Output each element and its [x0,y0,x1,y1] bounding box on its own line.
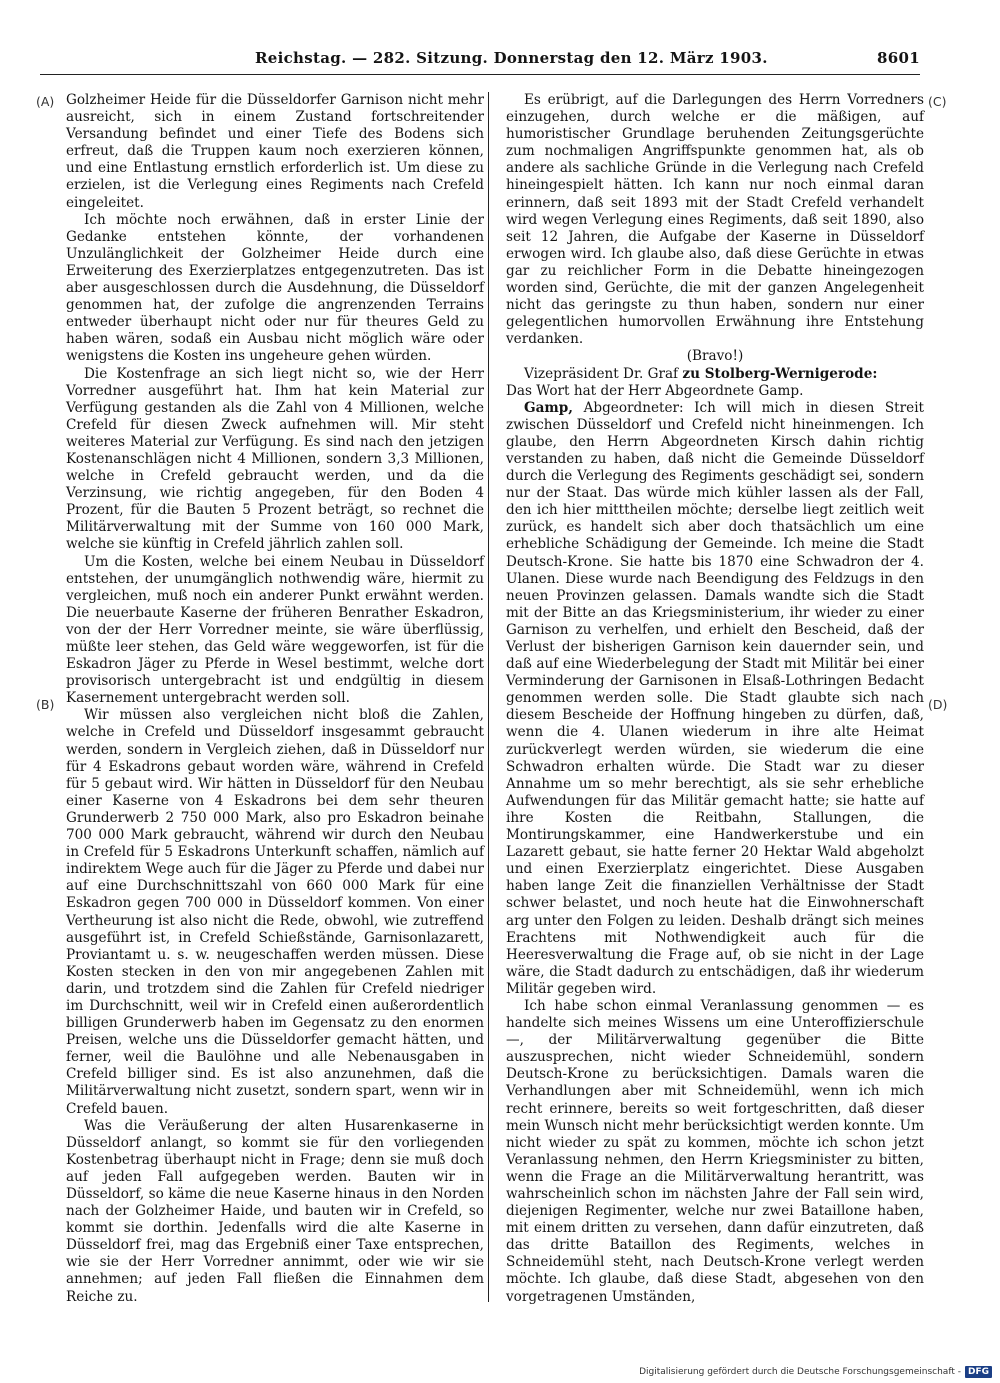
left-column [66,92,484,1306]
speaker-name: Gamp, [524,399,574,416]
paragraph: Wir müssen also vergleichen nicht bloß die Zahlen, welche in Crefeld und Düsseldorf insgesammt gebraucht werden, sondern in Vergleich ziehen, daß in Düsseldorf nur für 4 Eskadrons gebaut worden wäre, während in Crefeld für 5 gebaut wird. Wir hätten in Düsseldorf für den Neubau einer Kaserne von 4 Eskadrons bei dem sehr theuren Grunderwerb 2 750 000 Mark, also pro Eskadron beinahe 700 000 Mark gebraucht, während wir durch den Neubau in Crefeld für 5 Eskadrons Unterkunft schaffen, nämlich auf indirektem Wege auch für die Jäger zu Pferde und dabei nur auf eine Durchschnittszahl von 660 000 Mark für eine Eskadron gegen 700 000 in Düsseldorf kommen. Von einer Vertheurung ist also nicht die Rede, obwohl, wie zutreffend ausgeführt ist, in Crefeld Schießstände, Garnisonlazarett, Proviantamt u. s. w. neugeschaffen werden müssen. Diese Kosten stecken in den von mir angegebenen Zahlen mit darin, und trotzdem sind die Zahlen für Crefeld niedriger im Durchschnitt, weil wir in Crefeld einen außerordentlich billigen Grunderwerb haben im Gegensatz zu den enormen Preisen, welche uns die Düsseldorfer gemacht hätten, und ferner, weil die Baulöhne und alle Nebenausgaben in Crefeld billiger sind. Es ist also anzunehmen, daß die Militärverwaltung nicht zusetzt, sondern spart, wenn wir in Crefeld bauen. [66,707,484,1117]
applause-note: (Bravo!) [686,348,744,365]
page-header [40,45,920,71]
footer-credit: Digitalisierung gefördert durch die Deutsche Forschungsgemeinschaft - [639,1367,961,1377]
paragraph: Die Kostenfrage an sich liegt nicht so, wie der Herr Vorredner ausgeführt hat. Ihm hat kein Material zur Verfügung gestanden als die Zahl von 4 Millionen, welche Crefeld für diesen Zweck aufnehmen will. Mir steht weiteres Material zur Verfügung. Es sind nach den jetzigen Kostenanschlägen nicht 4 Millionen, sondern 3,3 Millionen, welche in Crefeld gebraucht werden, und da die Verzinsung, wie richtig angegeben, für den Boden 4 Prozent, für die Bauten 5 Prozent beträgt, so rechnet die Militärverwaltung mit der Summe von 160 000 Mark, welche sie künftig in Crefeld jährlich zahlen soll. [66,365,484,553]
page-number: 8601 [877,49,920,67]
speaker-name: zu Stolberg-Wernigerode: [682,365,878,382]
paragraph: Golzheimer Heide für die Düsseldorfer Garnison nicht mehr ausreicht, sich in einem Zustand fortschreitender Versandung befindet und einer Tiefe des Bodens sich erfreut, daß die Truppen kaum noch exerzieren können, und eine Entlastung ernstlich erforderlich ist. Um diese zu erzielen, ist die Verlegung eines Regiments nach Crefeld eingeleitet. [66,92,484,211]
paragraph: Das Wort hat der Herr Abgeordnete Gamp. [506,382,804,399]
dfg-logo: DFG [965,1366,992,1378]
running-title: Reichstag. — 282. Sitzung. Donnerstag den 12. März 1903. [255,49,768,67]
column-divider [488,92,489,1302]
margin-marker-d: (D) [928,697,948,712]
margin-marker-b: (B) [36,697,55,712]
paragraph: Ich habe schon einmal Veranlassung genommen — es handelte sich meines Wissens um eine Unteroffizierschule —, der Militärverwaltung gegenüber die Bitte auszusprechen, nicht wieder Schneidemühl, sondern Deutsch-Krone zu berücksichtigen. Damals waren die Verhandlungen aber mit Schneidemühl, wenn ich mich recht erinnere, bereits so weit fortgeschritten, daß dieser mein Wunsch nicht mehr berücksichtigt werden konnte. Um nicht wieder zu spät zu kommen, möchte ich schon jetzt Veranlassung nehmen, den Herrn Kriegsminister zu bitten, wenn die Frage an die Militärverwaltung herantritt, was wahrscheinlich schon im nächsten Jahre der Fall sein wird, diejenigen Regimenter, welche nur zwei Bataillone haben, mit einem dritten zu versehen, dann dafür einzutreten, daß das dritte Bataillon des Regiments, welches in Schneidemühl steht, nach Deutsch-Krone verlegt werden möchte. Ich glaube, daß diese Stadt, abgesehen von den vorgetragenen Umständen, [506,997,924,1305]
paragraph: Um die Kosten, welche bei einem Neubau in Düsseldorf entstehen, der unumgänglich nothwendig wäre, hiermit zu vergleichen, muß noch ein anderer Punkt erwähnt werden. Die neuerbaute Kaserne der früheren Benrather Eskadron, von der der Herr Vorredner meinte, sie wäre überflüssig, müßte leer stehen, das Geld wäre weggeworfen, ist für die Eskadron Jäger zu Pferde in Wesel bestimmt, welche dort provisorisch untergebracht ist und endgültig in diesem Kasernement untergebracht werden soll. [66,553,484,707]
right-column [506,92,924,1306]
paragraph: Was die Veräußerung der alten Husarenkaserne in Düsseldorf anlangt, so kommt sie für den vorliegenden Kostenbetrag überhaupt nicht in Frage; denn sie muß doch auf jeden Fall aufgegeben werden. Bauten wir in Düsseldorf, so käme die neue Kaserne hinaus in den Norden nach der Golzheimer Haide, und bauten wir in Crefeld, so kommt sie dorthin. Jedenfalls wird die alte Kaserne in Düsseldorf frei, mag das Ergebniß einer Taxe entsprechen, wie sie der Herr Vorredner annimmt, oder wie wir sie annehmen; auf jeden Fall fließen die Einnahmen dem Reiche zu. [66,1117,484,1305]
margin-marker-a: (A) [36,94,55,109]
header-rule [40,74,920,75]
speech-text: Abgeordneter: Ich will mich in diesen Streit zwischen Düsseldorf und Crefeld nicht hineinmengen. Ich glaube, den Herrn Abgeordneten Kirsch dahin richtig verstanden zu haben, daß nicht die Gemeinde Düsseldorf durch die Verlegung des Regiments geschädigt sei, sondern nur der Staat. Das würde mich kühler lassen als der Fall, den ich hier mitttheilen möchte; derselbe liegt zeitlich weit zurück, es handelt sich aber doch thatsächlich um eine erhebliche Schädigung der Gemeinde. Ich meine die Stadt Deutsch-Krone. Sie hatte bis 1870 eine Schwadron der 4. Ulanen. Diese wurde nach Beendigung des Feldzugs in den neuen Provinzen gelassen. Damals wandte sich die Stadt mit der Bitte an das Kriegsministerium, ihr wieder zu einer Garnison zu verhelfen, und erhielt den Bescheid, daß der Verlust der bisherigen Garnison kein dauernder sein, und daß auf eine Wiederbelegung der Stadt mit Militär bei einer Verminderung der Garnisonen in Elsaß-Lothringen Bedacht genommen werden solle. Die Stadt glaubte sich nach diesem Bescheide der Hoffnung hingeben zu dürfen, daß, wenn die 4. Ulanen wiederum in ihre alte Heimat zurückverlegt werden würden, sie wiederum die eine Schwadron erhalten würde. Die Stadt war zu dieser Annahme um so mehr berechtigt, als sie sehr erhebliche Aufwendungen für das Militär gemacht hatte; sie hatte auf ihre Kosten die Reitbahn, Stallungen, die Montirungskammer, eine Handwerkerstube und ein Lazarett gebaut, sie hatte ferner 20 Hektar Wald abgeholzt und einen Exerzierplatz eingerichtet. Diese Ausgaben haben lange Zeit die finanziellen Verhältnisse der Stadt schwer belastet, und noch heute hat die Einwohnerschaft arg unter den Folgen zu leiden. Deshalb drängt sich meines Erachtens mit Nothwendigkeit auch für die Heeresverwaltung die Frage auf, ob sie nicht in der Lage wäre, die Stadt dadurch zu entschädigen, daß ihr wiederum Militär gegeben wird. [506,399,924,997]
speaker-title: Vizepräsident Dr. Graf [524,365,683,382]
footer [639,1364,992,1380]
paragraph: Es erübrigt, auf die Darlegungen des Herrn Vorredners einzugehen, durch welche er die mäßigen, auf humoristischer Grundlage beruhenden Zeitungsgerüchte zum nochmaligen Angriffspunkte genommen hat, als ob andere als sachliche Gründe in die Verlegung nach Crefeld hineingespielt hätten. Ich kann nur noch einmal daran erinnern, daß seit 1893 mit der Stadt Crefeld verhandelt wird wegen Verlegung eines Regiments, daß seit 1890, also seit 12 Jahren, die Aufgabe der Kaserne in Düsseldorf erwogen wird. Ich glaube also, daß diese Gerüchte in etwas gar zu reichlicher Form in die Debatte hineingezogen worden sind, Gerüchte, die mit der ganzen Angelegenheit nicht das geringste zu thun haben, sondern nur einer gelegentlichen humorvollen Erwähnung ihre Entstehung verdanken. [506,92,924,348]
speaker-paragraph [506,366,924,383]
speaker-paragraph [506,400,924,998]
margin-marker-c: (C) [928,94,947,109]
paragraph: Ich möchte noch erwähnen, daß in erster Linie der Gedanke entstehen könnte, der vorhandenen Unzulänglichkeit der Golzheimer Heide durch eine Erweiterung des Exerzierplatzes entgegenzutreten. Das ist aber ausgeschlossen durch die Ausdehnung, die Düsseldorf genommen hat, der zufolge die angrenzenden Terrains entweder überhaupt nicht oder nur für theures Geld zu haben wären, sodaß ein Ausbau nicht möglich wäre oder wenigstens die Kosten ins ungeheure gehen würden. [66,211,484,365]
